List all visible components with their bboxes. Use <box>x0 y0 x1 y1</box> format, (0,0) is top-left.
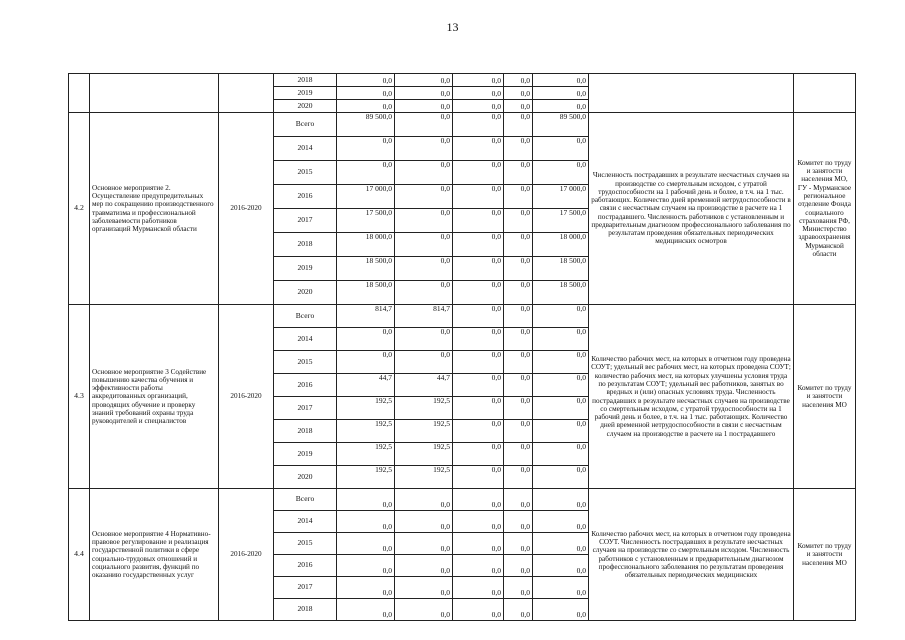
value-cell: 192,5 <box>395 443 453 466</box>
value-cell: 0,0 <box>533 87 589 100</box>
value-cell: 0,0 <box>504 209 533 233</box>
value-cell: 0,0 <box>337 328 395 351</box>
value-cell: 0,0 <box>504 100 533 113</box>
year-cell: Всего <box>274 113 337 137</box>
value-cell: 0,0 <box>453 555 504 577</box>
value-cell: 0,0 <box>533 443 589 466</box>
value-cell: 0,0 <box>504 161 533 185</box>
value-cell: 18 000,0 <box>533 233 589 257</box>
executor-cell-empty <box>794 74 856 113</box>
measure-name: Основное мероприятие 2. Осуществление предупредительных мер по сокращению производственного травматизма и профессиональной заболеваемости работников организаций Мурманской области <box>90 113 219 305</box>
year-cell: Всего <box>274 305 337 328</box>
value-cell: 0,0 <box>504 489 533 511</box>
value-cell: 0,0 <box>337 100 395 113</box>
value-cell: 0,0 <box>533 351 589 374</box>
measure-indicators: Численность пострадавших в результате несчастных случаев на производстве со смертельным исходом, с утратой трудоспособности на 1 рабочий день и более, в т.ч. на 1 тыс. работающих. Количество дней временной нетрудоспособности в связи с несчастным случаем на производстве в расчете на 1 пострадавшего. Численность работников с установленным и предварительным диагнозом профессионального заболевания по результатам проведения обязательных периодических медицинских осмотров <box>589 113 794 305</box>
value-cell: 0,0 <box>453 420 504 443</box>
table-row <box>69 489 856 511</box>
measure-executor: Комитет по труду и занятости населения МО, ГУ - Мурманское региональное отделение Фонда социального страхования РФ, Министерство здравоохранения Мурманской области <box>794 113 856 305</box>
value-cell: 0,0 <box>337 87 395 100</box>
value-cell: 0,0 <box>453 443 504 466</box>
value-cell: 0,0 <box>453 209 504 233</box>
page-number: 13 <box>446 20 459 34</box>
value-cell: 0,0 <box>453 466 504 489</box>
table-body <box>69 74 856 621</box>
value-cell: 17 000,0 <box>533 185 589 209</box>
value-cell: 0,0 <box>504 420 533 443</box>
value-cell: 192,5 <box>337 420 395 443</box>
value-cell: 89 500,0 <box>533 113 589 137</box>
measure-indicators: Количество рабочих мест, на которых в отчетном году проведена СОУТ; удельный вес рабочих мест, на которых проведена СОУТ; количество рабочих мест, на которых улучшены условия труда по результатам СОУТ; удельный вес работников, занятых во вредных и (или) опасных условиях труда. Численность пострадавших в результате несчастных случаев на производстве со смертельным исходом, с утратой трудоспособности на 1 рабочий день и более, в т.ч. на 1 тыс. работающих. Количество дней временной нетрудоспособности в связи с несчастным случаем на производстве в расчете на 1 пострадавшего <box>589 305 794 489</box>
value-cell: 18 500,0 <box>533 281 589 305</box>
value-cell: 0,0 <box>533 374 589 397</box>
value-cell: 0,0 <box>504 374 533 397</box>
year-cell: 2019 <box>274 87 337 100</box>
table-row <box>69 74 856 87</box>
value-cell: 0,0 <box>337 511 395 533</box>
value-cell: 0,0 <box>533 305 589 328</box>
value-cell: 0,0 <box>504 397 533 420</box>
value-cell: 44,7 <box>337 374 395 397</box>
value-cell: 0,0 <box>533 511 589 533</box>
value-cell: 0,0 <box>533 328 589 351</box>
year-cell: 2017 <box>274 397 337 420</box>
year-cell: 2020 <box>274 281 337 305</box>
year-cell: 2016 <box>274 374 337 397</box>
value-cell: 0,0 <box>504 328 533 351</box>
value-cell: 0,0 <box>395 233 453 257</box>
measure-period: 2016-2020 <box>219 489 274 621</box>
value-cell: 0,0 <box>533 466 589 489</box>
value-cell: 0,0 <box>533 599 589 621</box>
value-cell: 0,0 <box>395 87 453 100</box>
measure-executor: Комитет по труду и занятости населения МО <box>794 305 856 489</box>
measure-number: 4.4 <box>69 489 90 621</box>
value-cell: 814,7 <box>337 305 395 328</box>
year-cell: 2016 <box>274 185 337 209</box>
value-cell: 0,0 <box>453 281 504 305</box>
value-cell: 0,0 <box>453 137 504 161</box>
value-cell: 0,0 <box>395 599 453 621</box>
value-cell: 0,0 <box>395 113 453 137</box>
program-table <box>68 73 856 621</box>
value-cell: 0,0 <box>453 257 504 281</box>
value-cell: 18 000,0 <box>337 233 395 257</box>
measure-number: 4.2 <box>69 113 90 305</box>
value-cell: 0,0 <box>395 209 453 233</box>
value-cell: 18 500,0 <box>533 257 589 281</box>
value-cell: 0,0 <box>504 555 533 577</box>
measure-number: 4.3 <box>69 305 90 489</box>
value-cell: 0,0 <box>504 511 533 533</box>
value-cell: 0,0 <box>337 351 395 374</box>
value-cell: 0,0 <box>533 577 589 599</box>
value-cell: 0,0 <box>453 511 504 533</box>
value-cell: 44,7 <box>395 374 453 397</box>
value-cell: 0,0 <box>504 74 533 87</box>
value-cell: 0,0 <box>533 533 589 555</box>
year-cell: 2019 <box>274 443 337 466</box>
value-cell: 0,0 <box>395 577 453 599</box>
measure-executor: Комитет по труду и занятости населения МО <box>794 489 856 621</box>
year-cell: 2014 <box>274 511 337 533</box>
value-cell: 0,0 <box>504 599 533 621</box>
year-cell: 2016 <box>274 555 337 577</box>
value-cell: 0,0 <box>504 113 533 137</box>
value-cell: 0,0 <box>504 87 533 100</box>
name-cell-empty <box>90 74 219 113</box>
measure-name: Основное мероприятие 4 Нормативно-правовое регулирование и реализация государственной политики в сфере социально-трудовых отношений и социального развития, функций по оказанию государственных услуг <box>90 489 219 621</box>
value-cell: 0,0 <box>337 161 395 185</box>
value-cell: 192,5 <box>337 443 395 466</box>
value-cell: 0,0 <box>453 74 504 87</box>
value-cell: 192,5 <box>337 466 395 489</box>
measure-period: 2016-2020 <box>219 113 274 305</box>
value-cell: 0,0 <box>504 281 533 305</box>
year-cell: 2015 <box>274 351 337 374</box>
year-cell: 2020 <box>274 466 337 489</box>
value-cell: 0,0 <box>453 185 504 209</box>
value-cell: 0,0 <box>453 328 504 351</box>
value-cell: 0,0 <box>453 374 504 397</box>
value-cell: 18 500,0 <box>337 281 395 305</box>
table-row <box>69 305 856 328</box>
value-cell: 0,0 <box>533 555 589 577</box>
year-cell: 2018 <box>274 420 337 443</box>
value-cell: 0,0 <box>453 489 504 511</box>
value-cell: 0,0 <box>337 577 395 599</box>
value-cell: 0,0 <box>504 466 533 489</box>
value-cell: 0,0 <box>453 305 504 328</box>
value-cell: 0,0 <box>504 257 533 281</box>
value-cell: 0,0 <box>533 420 589 443</box>
year-cell: 2015 <box>274 533 337 555</box>
value-cell: 0,0 <box>395 351 453 374</box>
value-cell: 0,0 <box>453 233 504 257</box>
value-cell: 0,0 <box>395 257 453 281</box>
value-cell: 0,0 <box>395 328 453 351</box>
value-cell: 0,0 <box>453 577 504 599</box>
year-cell: Всего <box>274 489 337 511</box>
year-cell: 2015 <box>274 161 337 185</box>
year-cell: 2018 <box>274 233 337 257</box>
value-cell: 0,0 <box>533 397 589 420</box>
value-cell: 0,0 <box>453 397 504 420</box>
value-cell: 192,5 <box>395 420 453 443</box>
indicator-cell-empty <box>589 74 794 113</box>
value-cell: 0,0 <box>504 443 533 466</box>
value-cell: 0,0 <box>395 74 453 87</box>
value-cell: 0,0 <box>337 489 395 511</box>
value-cell: 0,0 <box>533 137 589 161</box>
value-cell: 0,0 <box>533 74 589 87</box>
value-cell: 192,5 <box>395 397 453 420</box>
value-cell: 0,0 <box>504 305 533 328</box>
value-cell: 0,0 <box>504 137 533 161</box>
value-cell: 0,0 <box>504 533 533 555</box>
value-cell: 0,0 <box>453 113 504 137</box>
value-cell: 17 000,0 <box>337 185 395 209</box>
value-cell: 0,0 <box>395 185 453 209</box>
value-cell: 0,0 <box>337 555 395 577</box>
year-cell: 2014 <box>274 328 337 351</box>
value-cell: 0,0 <box>395 555 453 577</box>
value-cell: 0,0 <box>395 533 453 555</box>
measure-name: Основное мероприятие 3 Содействие повышению качества обучения и эффективности работы аккредитованных организаций, проводящих обучение и проверку знаний требований охраны труда руководителей и специалистов <box>90 305 219 489</box>
year-cell: 2018 <box>274 74 337 87</box>
value-cell: 0,0 <box>395 281 453 305</box>
value-cell: 17 500,0 <box>533 209 589 233</box>
value-cell: 0,0 <box>337 137 395 161</box>
value-cell: 0,0 <box>395 161 453 185</box>
value-cell: 0,0 <box>337 533 395 555</box>
value-cell: 89 500,0 <box>337 113 395 137</box>
value-cell: 0,0 <box>533 489 589 511</box>
period-cell-empty <box>219 74 274 113</box>
value-cell: 0,0 <box>453 351 504 374</box>
table-row <box>69 113 856 137</box>
value-cell: 17 500,0 <box>337 209 395 233</box>
value-cell: 0,0 <box>337 599 395 621</box>
value-cell: 192,5 <box>395 466 453 489</box>
value-cell: 0,0 <box>504 233 533 257</box>
year-cell: 2017 <box>274 577 337 599</box>
value-cell: 0,0 <box>504 351 533 374</box>
value-cell: 0,0 <box>453 599 504 621</box>
value-cell: 0,0 <box>453 100 504 113</box>
value-cell: 0,0 <box>533 100 589 113</box>
value-cell: 0,0 <box>453 161 504 185</box>
year-cell: 2018 <box>274 599 337 621</box>
value-cell: 0,0 <box>395 489 453 511</box>
value-cell: 0,0 <box>504 577 533 599</box>
value-cell: 0,0 <box>504 185 533 209</box>
value-cell: 0,0 <box>337 74 395 87</box>
value-cell: 18 500,0 <box>337 257 395 281</box>
value-cell: 0,0 <box>453 87 504 100</box>
measure-period: 2016-2020 <box>219 305 274 489</box>
value-cell: 0,0 <box>395 100 453 113</box>
year-cell: 2017 <box>274 209 337 233</box>
value-cell: 192,5 <box>337 397 395 420</box>
year-cell: 2019 <box>274 257 337 281</box>
value-cell: 0,0 <box>395 137 453 161</box>
value-cell: 0,0 <box>395 511 453 533</box>
measure-indicators: Количество рабочих мест, на которых в отчетном году проведена СОУТ. Численность пострадавших в результате несчастных случаев на производстве со смертельным исходом. Численность работников с установленным и предварительным диагнозом профессионального заболевания по результатам проведения обязательных периодических медицинских <box>589 489 794 621</box>
num-cell-empty <box>69 74 90 113</box>
value-cell: 0,0 <box>453 533 504 555</box>
value-cell: 0,0 <box>533 161 589 185</box>
value-cell: 814,7 <box>395 305 453 328</box>
year-cell: 2014 <box>274 137 337 161</box>
year-cell: 2020 <box>274 100 337 113</box>
